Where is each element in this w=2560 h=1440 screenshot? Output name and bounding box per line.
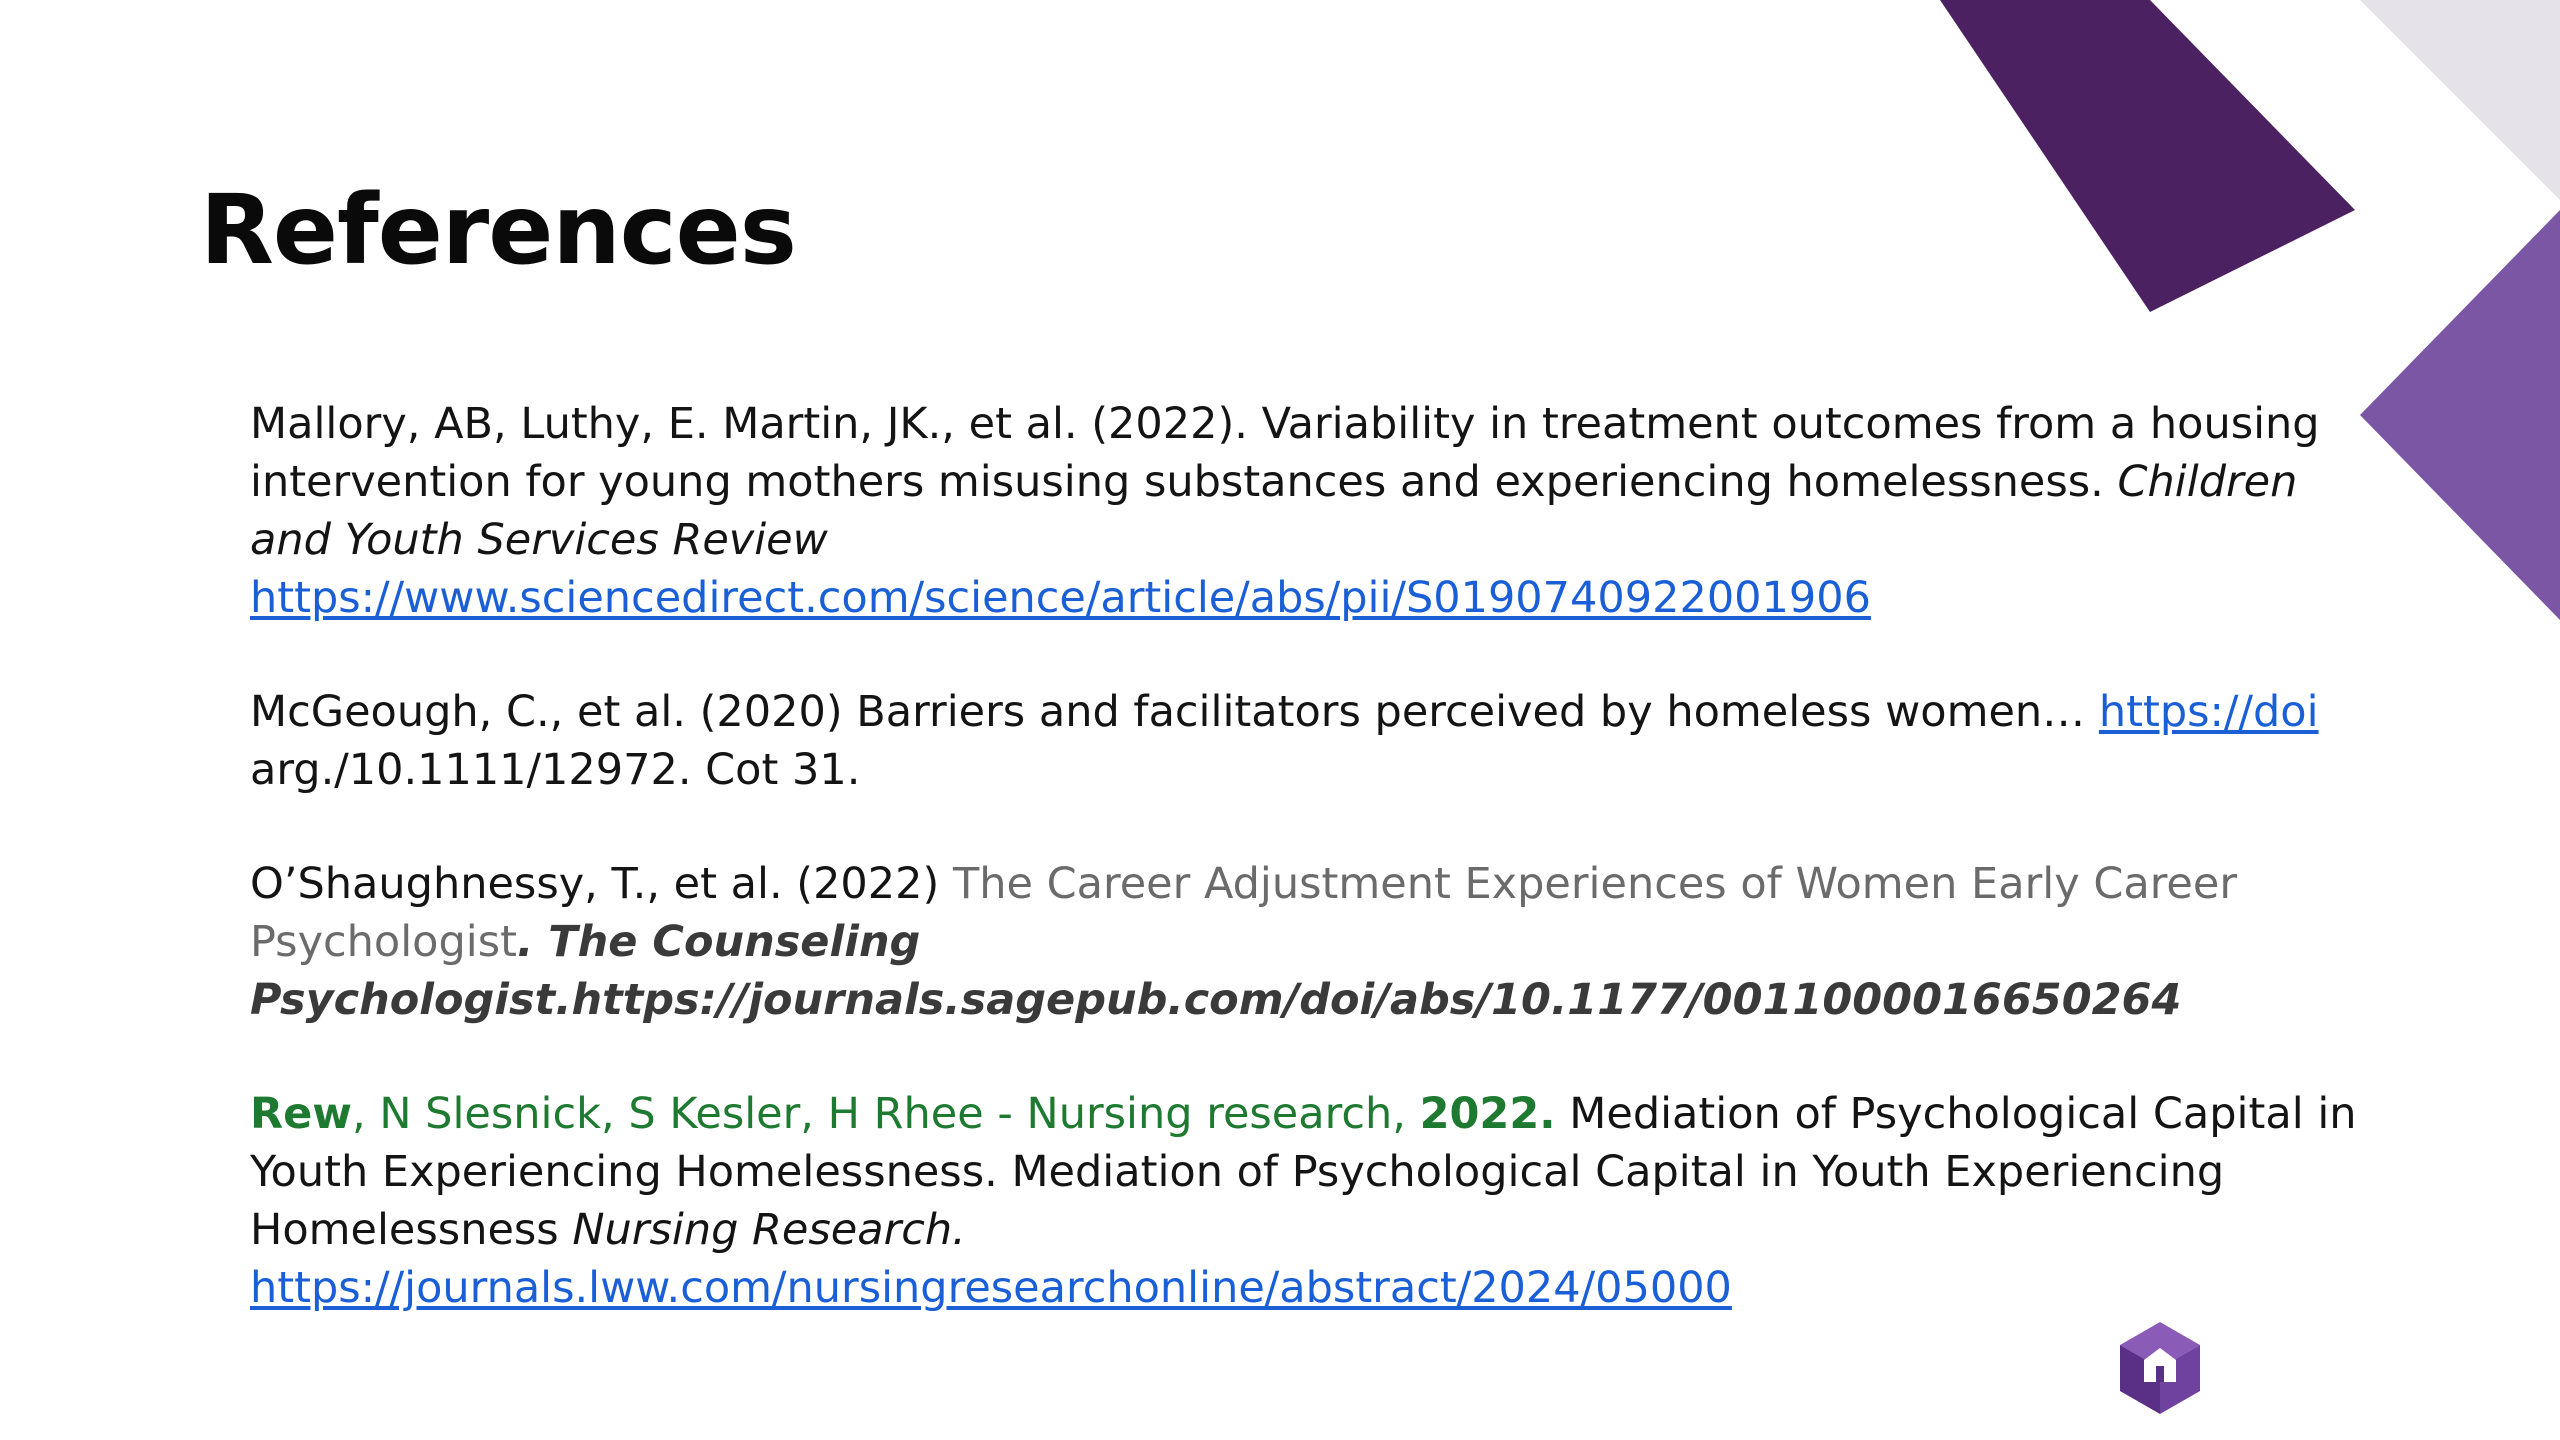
- reference-item-mallory: [250, 395, 2380, 627]
- reference-authors: Mallory, AB, Luthy, E. Martin, JK., et al. (2022).: [250, 399, 1248, 449]
- reference-journal: Children and Youth Services Review: [250, 457, 2298, 565]
- reference-link[interactable]: https://www.sciencedirect.com/science/article/abs/pii/S0190740922001906: [250, 573, 1871, 623]
- reference-tail: arg./10.1111/12972. Cot 31.: [250, 745, 861, 795]
- reference-link[interactable]: https://journals.lww.com/nursingresearchonline/abstract/2024/05000: [250, 1263, 1732, 1313]
- cube-house-logo-icon: [2110, 1318, 2210, 1418]
- reference-title: Variability in treatment outcomes from a housing intervention for young mothers misusing substances and experiencing homelessness.: [250, 399, 2320, 507]
- reference-journal-url: . The Counseling Psychologist.https://journals.sagepub.com/doi/abs/10.1177/0011000016650264: [250, 917, 2182, 1025]
- page-title: References: [200, 174, 796, 286]
- reference-lead-author: Rew: [250, 1089, 352, 1139]
- reference-coauthors: , N Slesnick, S Kesler, H Rhee - Nursing research,: [352, 1089, 1420, 1139]
- reference-text: McGeough, C., et al. (2020) Barriers and facilitators perceived by homeless women…: [250, 687, 2099, 737]
- reference-link[interactable]: https://doi: [2098, 687, 2319, 737]
- reference-item-mcgeough: [250, 683, 2380, 799]
- reference-year: 2022.: [1419, 1089, 1556, 1139]
- reference-title: Mediation of Psychological Capital in Youth Experiencing Homelessness. Mediation of Psychological Capital in Youth Experiencing Homelessness: [250, 1089, 2357, 1255]
- dark-purple-chevron-shape: [1940, 0, 2355, 312]
- reference-journal: Nursing Research.: [572, 1205, 966, 1255]
- light-purple-chevron-shape: [2360, 210, 2560, 620]
- reference-authors: O’Shaughnessy, T., et al. (2022): [250, 859, 953, 909]
- reference-title: The Career Adjustment Experiences of Women Early Career Psychologist: [250, 859, 2238, 967]
- pale-chevron-shape: [2360, 0, 2560, 200]
- reference-item-oshaughnessy: [250, 855, 2380, 1029]
- references-list: [250, 395, 2380, 1317]
- reference-item-rew: [250, 1085, 2380, 1317]
